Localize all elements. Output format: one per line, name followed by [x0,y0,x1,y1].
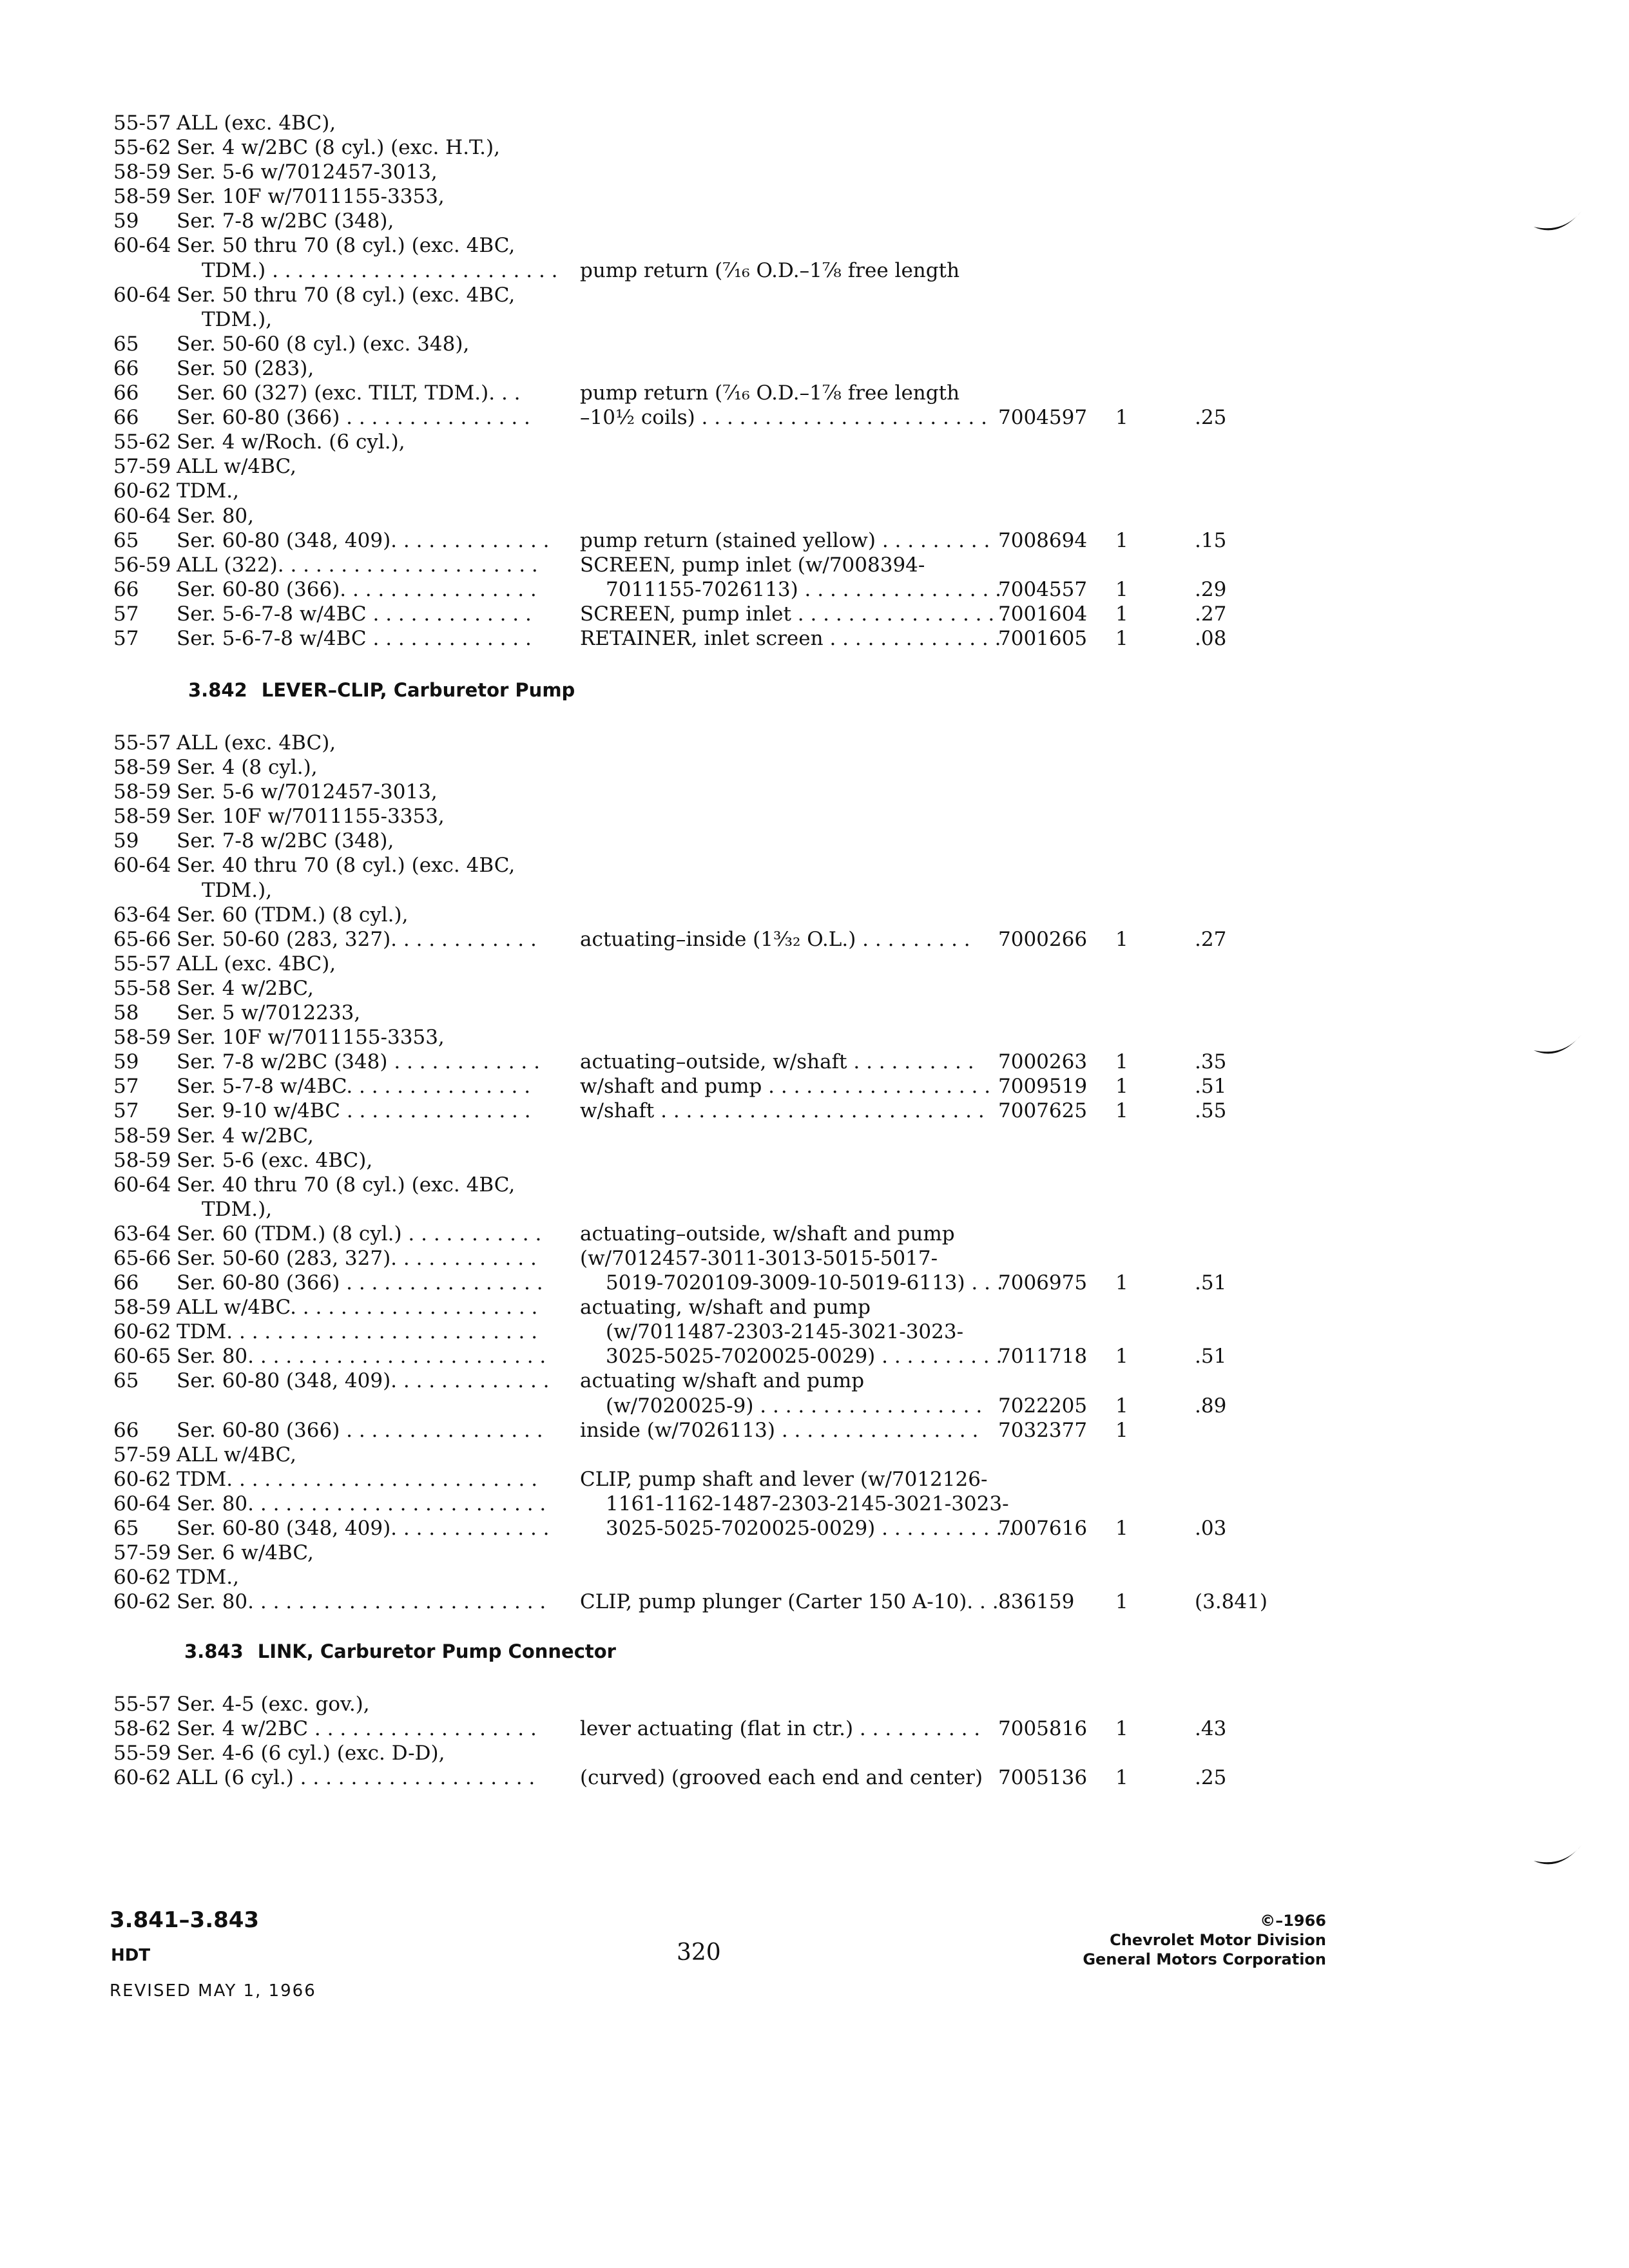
part-description: actuating–outside, w/shaft . . . . . . . . . . [580,1050,974,1074]
series-application: Ser. 50 thru 70 (8 cyl.) (exc. 4BC, [177,283,516,307]
price: .29 [1195,577,1227,601]
model-years: 58-59 [113,805,171,829]
model-years: 60-64 [113,234,171,258]
parts-row [0,903,1629,927]
model-years: 55-62 [113,136,171,160]
quantity: 1 [1115,1050,1128,1074]
parts-row [0,1222,1629,1246]
part-number: 7000263 [998,1050,1088,1074]
model-years: 66 [113,406,139,430]
model-years: 58-59 [113,756,171,780]
series-application: TDM. . . . . . . . . . . . . . . . . . . . . . . . . [177,1467,538,1491]
part-description: –10½ coils) . . . . . . . . . . . . . . . . . . . . . . . [580,406,987,430]
quantity: 1 [1115,1717,1128,1741]
model-years: 66 [113,1271,139,1295]
parts-row [0,1074,1629,1099]
model-years: 59 [113,209,139,233]
model-years: 60-64 [113,854,171,878]
series-application: Ser. 5-6-7-8 w/4BC . . . . . . . . . . . . . [177,602,532,626]
model-years: 66 [113,1418,139,1442]
model-years: 57 [113,1075,139,1099]
part-description: actuating, w/shaft and pump [580,1296,871,1320]
part-description: w/shaft . . . . . . . . . . . . . . . . . . . . . . . . . . [580,1099,985,1123]
section-title: LINK, Carburetor Pump Connector [257,1640,616,1662]
model-years: 57 [113,1099,139,1123]
series-application: TDM. . . . . . . . . . . . . . . . . . . . . . . . . [177,1320,538,1344]
parts-row [0,1050,1629,1074]
part-number: 7022205 [998,1394,1088,1418]
part-number: 836159 [998,1590,1075,1614]
part-description: 7011155-7026113) . . . . . . . . . . . . . . . . [606,577,1002,601]
series-application: Ser. 10F w/7011155-3353, [177,185,445,209]
quantity: 1 [1115,1075,1128,1099]
part-number: 7011718 [998,1345,1088,1369]
parts-row [0,952,1629,976]
part-description: actuating–outside, w/shaft and pump [580,1222,955,1245]
part-description: 1161-1162-1487-2303-2145-3021-3023- [606,1492,1009,1515]
parts-row [0,927,1629,952]
section-number: 3.842 [188,679,247,701]
series-application: Ser. 4-6 (6 cyl.) (exc. D-D), [177,1742,445,1765]
model-years: 63-64 [113,903,171,927]
series-application: Ser. 7-8 w/2BC (348), [177,829,394,853]
parts-row [0,1394,1629,1418]
model-years: 55-57 [113,111,171,135]
quantity: 1 [1115,927,1128,951]
series-application: Ser. 60-80 (366). . . . . . . . . . . . . . . . [177,577,537,601]
series-application: Ser. 4-5 (exc. gov.), [177,1693,370,1716]
model-years: 55-62 [113,430,171,454]
part-number: 7004597 [998,406,1088,430]
price: .08 [1195,626,1227,650]
quantity: 1 [1115,1517,1128,1540]
part-description: 3025-5025-7020025-0029) . . . . . . . . . . . [606,1517,1016,1540]
series-application: Ser. 10F w/7011155-3353, [177,1026,445,1050]
parts-row [0,160,1629,184]
parts-row [0,528,1629,553]
section-number: 3.843 [184,1640,244,1662]
part-description: actuating–inside (1³⁄₃₂ O.L.) . . . . . . . . . [580,927,970,951]
quantity: 1 [1115,406,1128,430]
series-application: TDM.), [202,1197,273,1221]
parts-row [0,479,1629,503]
parts-row [0,1418,1629,1443]
part-description: pump return (stained yellow) . . . . . . . . . [580,528,990,552]
series-application: ALL (exc. 4BC), [177,731,336,754]
part-number: 7032377 [998,1418,1088,1442]
series-application: Ser. 4 w/2BC, [177,1124,314,1148]
series-application: ALL (exc. 4BC), [177,952,336,975]
price: .15 [1195,528,1227,552]
series-application: Ser. 5-6 (exc. 4BC), [177,1148,373,1172]
series-application: Ser. 10F w/7011155-3353, [177,805,445,829]
series-application: Ser. 60 (327) (exc. TILT, TDM.). . . [177,381,521,405]
parts-row [0,626,1629,651]
part-description: CLIP, pump shaft and lever (w/7012126- [580,1467,988,1491]
series-application: ALL (6 cyl.) . . . . . . . . . . . . . . . . . . . [177,1766,535,1790]
model-years: 65 [113,528,139,552]
model-years: 60-64 [113,504,171,528]
parts-row [0,1443,1629,1467]
part-description: RETAINER, inlet screen . . . . . . . . . . . . . . [580,626,1001,650]
parts-row [0,332,1629,356]
parts-row [0,1716,1629,1741]
series-application: Ser. 60-80 (348, 409). . . . . . . . . . . . . [177,528,550,552]
parts-row [0,1541,1629,1565]
part-description: w/shaft and pump . . . . . . . . . . . . . . . . . . [580,1075,991,1099]
parts-row [0,1516,1629,1541]
series-application: ALL (322). . . . . . . . . . . . . . . . . . . . . [177,553,538,577]
model-years: 58-62 [113,1717,171,1741]
parts-row [0,184,1629,209]
part-description: (w/7012457-3011-3013-5015-5017- [580,1246,938,1270]
section-heading-3842 [188,679,575,701]
part-description: inside (w/7026113) . . . . . . . . . . . . . . . . [580,1418,979,1442]
series-application: Ser. 60-80 (348, 409). . . . . . . . . . . . . [177,1517,550,1540]
part-number: 7005816 [998,1717,1088,1741]
parts-row [0,1369,1629,1393]
footer-publisher [1083,1911,1326,1969]
price: .25 [1195,406,1227,430]
series-application: Ser. 6 w/4BC, [177,1541,314,1565]
part-description: SCREEN, pump inlet . . . . . . . . . . . . . . . . . [580,602,1007,626]
model-years: 58-59 [113,1124,171,1148]
quantity: 1 [1115,602,1128,626]
price: .89 [1195,1394,1227,1418]
series-application: Ser. 5-6 w/7012457-3013, [177,160,438,184]
model-years: 60-64 [113,283,171,307]
parts-row [0,1765,1629,1790]
parts-row [0,1320,1629,1344]
part-description: (w/7020025-9) . . . . . . . . . . . . . . . . . . [606,1394,983,1418]
parts-row [0,755,1629,780]
model-years: 66 [113,577,139,601]
price: .51 [1195,1271,1227,1295]
scan-edge-mark [1532,1841,1584,1874]
parts-row [0,1271,1629,1295]
parts-row [0,602,1629,626]
parts-row [0,504,1629,528]
price: .43 [1195,1717,1227,1741]
parts-list-section-3841 [0,111,1629,651]
model-years: 60-64 [113,1173,171,1196]
series-application: Ser. 80. . . . . . . . . . . . . . . . . . . . . . . . [177,1492,546,1515]
model-years: 58-59 [113,1026,171,1050]
series-application: Ser. 60 (TDM.) (8 cyl.), [177,903,409,927]
parts-row [0,258,1629,283]
part-description: SCREEN, pump inlet (w/7008394- [580,553,925,577]
part-number: 7008694 [998,528,1088,552]
model-years: 59 [113,1050,139,1074]
series-application: Ser. 60-80 (366) . . . . . . . . . . . . . . . . [177,1418,543,1442]
price: .35 [1195,1050,1227,1074]
parts-row [0,381,1629,405]
series-application: ALL w/4BC. . . . . . . . . . . . . . . . . . . . [177,1296,538,1320]
footer-revised-date: REVISED MAY 1, 1966 [110,1981,316,2001]
series-application: Ser. 50 thru 70 (8 cyl.) (exc. 4BC, [177,234,516,258]
section-heading-3843 [184,1640,616,1662]
parts-row [0,976,1629,1001]
part-number: 7006975 [998,1271,1088,1295]
model-years: 58-59 [113,185,171,209]
parts-row [0,829,1629,853]
parts-row [0,283,1629,307]
model-years: 55-58 [113,976,171,1000]
series-application: Ser. 60-80 (348, 409). . . . . . . . . . . . . [177,1369,550,1393]
model-years: 57 [113,626,139,650]
price: .27 [1195,602,1227,626]
model-years: 57 [113,602,139,626]
parts-row [0,1025,1629,1050]
quantity: 1 [1115,577,1128,601]
series-application: Ser. 7-8 w/2BC (348), [177,209,394,233]
quantity: 1 [1115,1394,1128,1418]
part-description: (w/7011487-2303-2145-3021-3023- [606,1320,964,1344]
series-application: TDM.), [202,878,273,902]
page-number: 320 [677,1939,721,1966]
series-application: Ser. 80, [177,504,255,528]
part-description: pump return (⁷⁄₁₆ O.D.–1⁷⁄₈ free length [580,381,960,405]
series-application: Ser. 40 thru 70 (8 cyl.) (exc. 4BC, [177,854,516,878]
part-number: 7001605 [998,626,1088,650]
series-application: Ser. 50-60 (283, 327). . . . . . . . . . . . [177,927,537,951]
parts-row [0,804,1629,829]
footer-copyright: ©–1966 [1260,1912,1326,1930]
model-years: 63-64 [113,1222,171,1245]
parts-row [0,1467,1629,1492]
part-number: 7007616 [998,1517,1088,1540]
series-application: Ser. 4 (8 cyl.), [177,756,318,780]
parts-row [0,577,1629,602]
series-application: Ser. 50-60 (283, 327). . . . . . . . . . . . [177,1246,537,1270]
model-years: 60-62 [113,1320,171,1344]
series-application: Ser. 4 w/2BC, [177,976,314,1000]
model-years: 55-57 [113,731,171,754]
series-application: TDM.) . . . . . . . . . . . . . . . . . . . . . . . [202,258,558,282]
model-years: 65 [113,1369,139,1393]
price: .55 [1195,1099,1227,1123]
model-years: 60-62 [113,1467,171,1491]
model-years: 55-57 [113,1693,171,1716]
parts-list-section-3843 [0,1692,1629,1790]
parts-row [0,430,1629,454]
parts-row [0,878,1629,903]
model-years: 60-62 [113,479,171,503]
price: .51 [1195,1345,1227,1369]
parts-row [0,111,1629,135]
series-application: Ser. 5-6 w/7012457-3013, [177,780,438,804]
parts-row [0,1197,1629,1222]
series-application: Ser. 4 w/2BC (8 cyl.) (exc. H.T.), [177,136,500,160]
parts-row [0,1148,1629,1173]
parts-row [0,1565,1629,1590]
price: (3.841) [1195,1590,1268,1614]
series-application: Ser. 50-60 (8 cyl.) (exc. 348), [177,332,470,356]
parts-row [0,454,1629,479]
model-years: 59 [113,829,139,853]
parts-row [0,135,1629,160]
quantity: 1 [1115,1271,1128,1295]
quantity: 1 [1115,626,1128,650]
parts-row [0,1124,1629,1148]
part-number: 7007625 [998,1099,1088,1123]
model-years: 60-62 [113,1590,171,1614]
part-number: 7004557 [998,577,1088,601]
series-application: Ser. 4 w/2BC . . . . . . . . . . . . . . . . . . [177,1717,537,1741]
parts-list-section-3842 [0,731,1629,1614]
parts-row [0,553,1629,577]
model-years: 60-62 [113,1566,171,1590]
part-description: actuating w/shaft and pump [580,1369,865,1393]
price: .51 [1195,1075,1227,1099]
series-application: Ser. 7-8 w/2BC (348) . . . . . . . . . . . . [177,1050,540,1074]
scan-edge-mark [1532,207,1584,240]
parts-row [0,209,1629,233]
part-number: 7000266 [998,927,1088,951]
model-years: 58-59 [113,780,171,804]
model-years: 55-59 [113,1742,171,1765]
parts-row [0,1492,1629,1516]
scan-edge-mark [1532,1031,1584,1063]
model-years: 66 [113,356,139,380]
series-application: Ser. 5 w/7012233, [177,1001,361,1025]
parts-row [0,405,1629,430]
parts-row [0,1692,1629,1716]
part-description: CLIP, pump plunger (Carter 150 A-10). . . [580,1590,999,1614]
quantity: 1 [1115,1345,1128,1369]
footer-division: Chevrolet Motor Division [1110,1931,1326,1949]
part-description: pump return (⁷⁄₁₆ O.D.–1⁷⁄₈ free length [580,258,960,282]
model-years: 65-66 [113,1246,171,1270]
series-application: ALL w/4BC, [177,1443,296,1466]
part-number: 7005136 [998,1766,1088,1790]
parts-row [0,356,1629,381]
part-description: (curved) (grooved each end and center) [580,1766,983,1790]
quantity: 1 [1115,1099,1128,1123]
series-application: Ser. 80. . . . . . . . . . . . . . . . . . . . . . . . [177,1345,546,1369]
part-description: 5019-7020109-3009-10-5019-6113) . . . [606,1271,1003,1295]
quantity: 1 [1115,1418,1128,1442]
series-application: Ser. 5-7-8 w/4BC. . . . . . . . . . . . . . . [177,1075,531,1099]
price: .25 [1195,1766,1227,1790]
series-application: TDM.), [202,307,273,331]
footer-section-range: 3.841–3.843 [110,1907,260,1933]
model-years: 56-59 [113,553,171,577]
parts-row [0,307,1629,332]
model-years: 60-64 [113,1492,171,1515]
quantity: 1 [1115,1590,1128,1614]
parts-row [0,731,1629,755]
parts-row [0,853,1629,878]
model-years: 57-59 [113,1443,171,1466]
part-description: lever actuating (flat in ctr.) . . . . . . . . . . [580,1717,981,1741]
parts-row [0,1344,1629,1369]
series-application: Ser. 4 w/Roch. (6 cyl.), [177,430,405,454]
parts-row [0,1295,1629,1320]
price: .03 [1195,1517,1227,1540]
model-years: 58 [113,1001,139,1025]
series-application: ALL w/4BC, [177,455,296,479]
series-application: Ser. 5-6-7-8 w/4BC . . . . . . . . . . . . . [177,626,532,650]
parts-row [0,1001,1629,1025]
model-years: 57-59 [113,455,171,479]
model-years: 66 [113,381,139,405]
part-description: 3025-5025-7020025-0029) . . . . . . . . . . [606,1345,1003,1369]
model-years: 60-62 [113,1766,171,1790]
footer-corporation: General Motors Corporation [1083,1950,1326,1968]
quantity: 1 [1115,1766,1128,1790]
model-years: 65 [113,1517,139,1540]
series-application: Ser. 60 (TDM.) (8 cyl.) . . . . . . . . . . . [177,1222,542,1245]
model-years: 65 [113,332,139,356]
parts-row [0,1173,1629,1197]
series-application: Ser. 40 thru 70 (8 cyl.) (exc. 4BC, [177,1173,516,1196]
parts-row [0,233,1629,258]
model-years: 58-59 [113,160,171,184]
price: .27 [1195,927,1227,951]
model-years: 57-59 [113,1541,171,1565]
series-application: TDM., [177,479,239,503]
model-years: 60-65 [113,1345,171,1369]
parts-row [0,780,1629,804]
quantity: 1 [1115,528,1128,552]
series-application: Ser. 9-10 w/4BC . . . . . . . . . . . . . . . [177,1099,531,1123]
parts-row [0,1741,1629,1765]
model-years: 65-66 [113,927,171,951]
model-years: 58-59 [113,1296,171,1320]
series-application: Ser. 60-80 (366) . . . . . . . . . . . . . . . [177,406,530,430]
parts-row [0,1099,1629,1123]
section-title: LEVER–CLIP, Carburetor Pump [261,679,575,701]
part-number: 7001604 [998,602,1088,626]
parts-row [0,1590,1629,1614]
series-application: Ser. 80. . . . . . . . . . . . . . . . . . . . . . . . [177,1590,546,1614]
part-number: 7009519 [998,1075,1088,1099]
model-years: 55-57 [113,952,171,975]
series-application: TDM., [177,1566,239,1590]
model-years: 58-59 [113,1148,171,1172]
series-application: Ser. 60-80 (366) . . . . . . . . . . . . . . . . [177,1271,543,1295]
series-application: ALL (exc. 4BC), [177,111,336,135]
footer-code: HDT [111,1946,151,1965]
series-application: Ser. 50 (283), [177,356,314,380]
parts-row [0,1246,1629,1271]
